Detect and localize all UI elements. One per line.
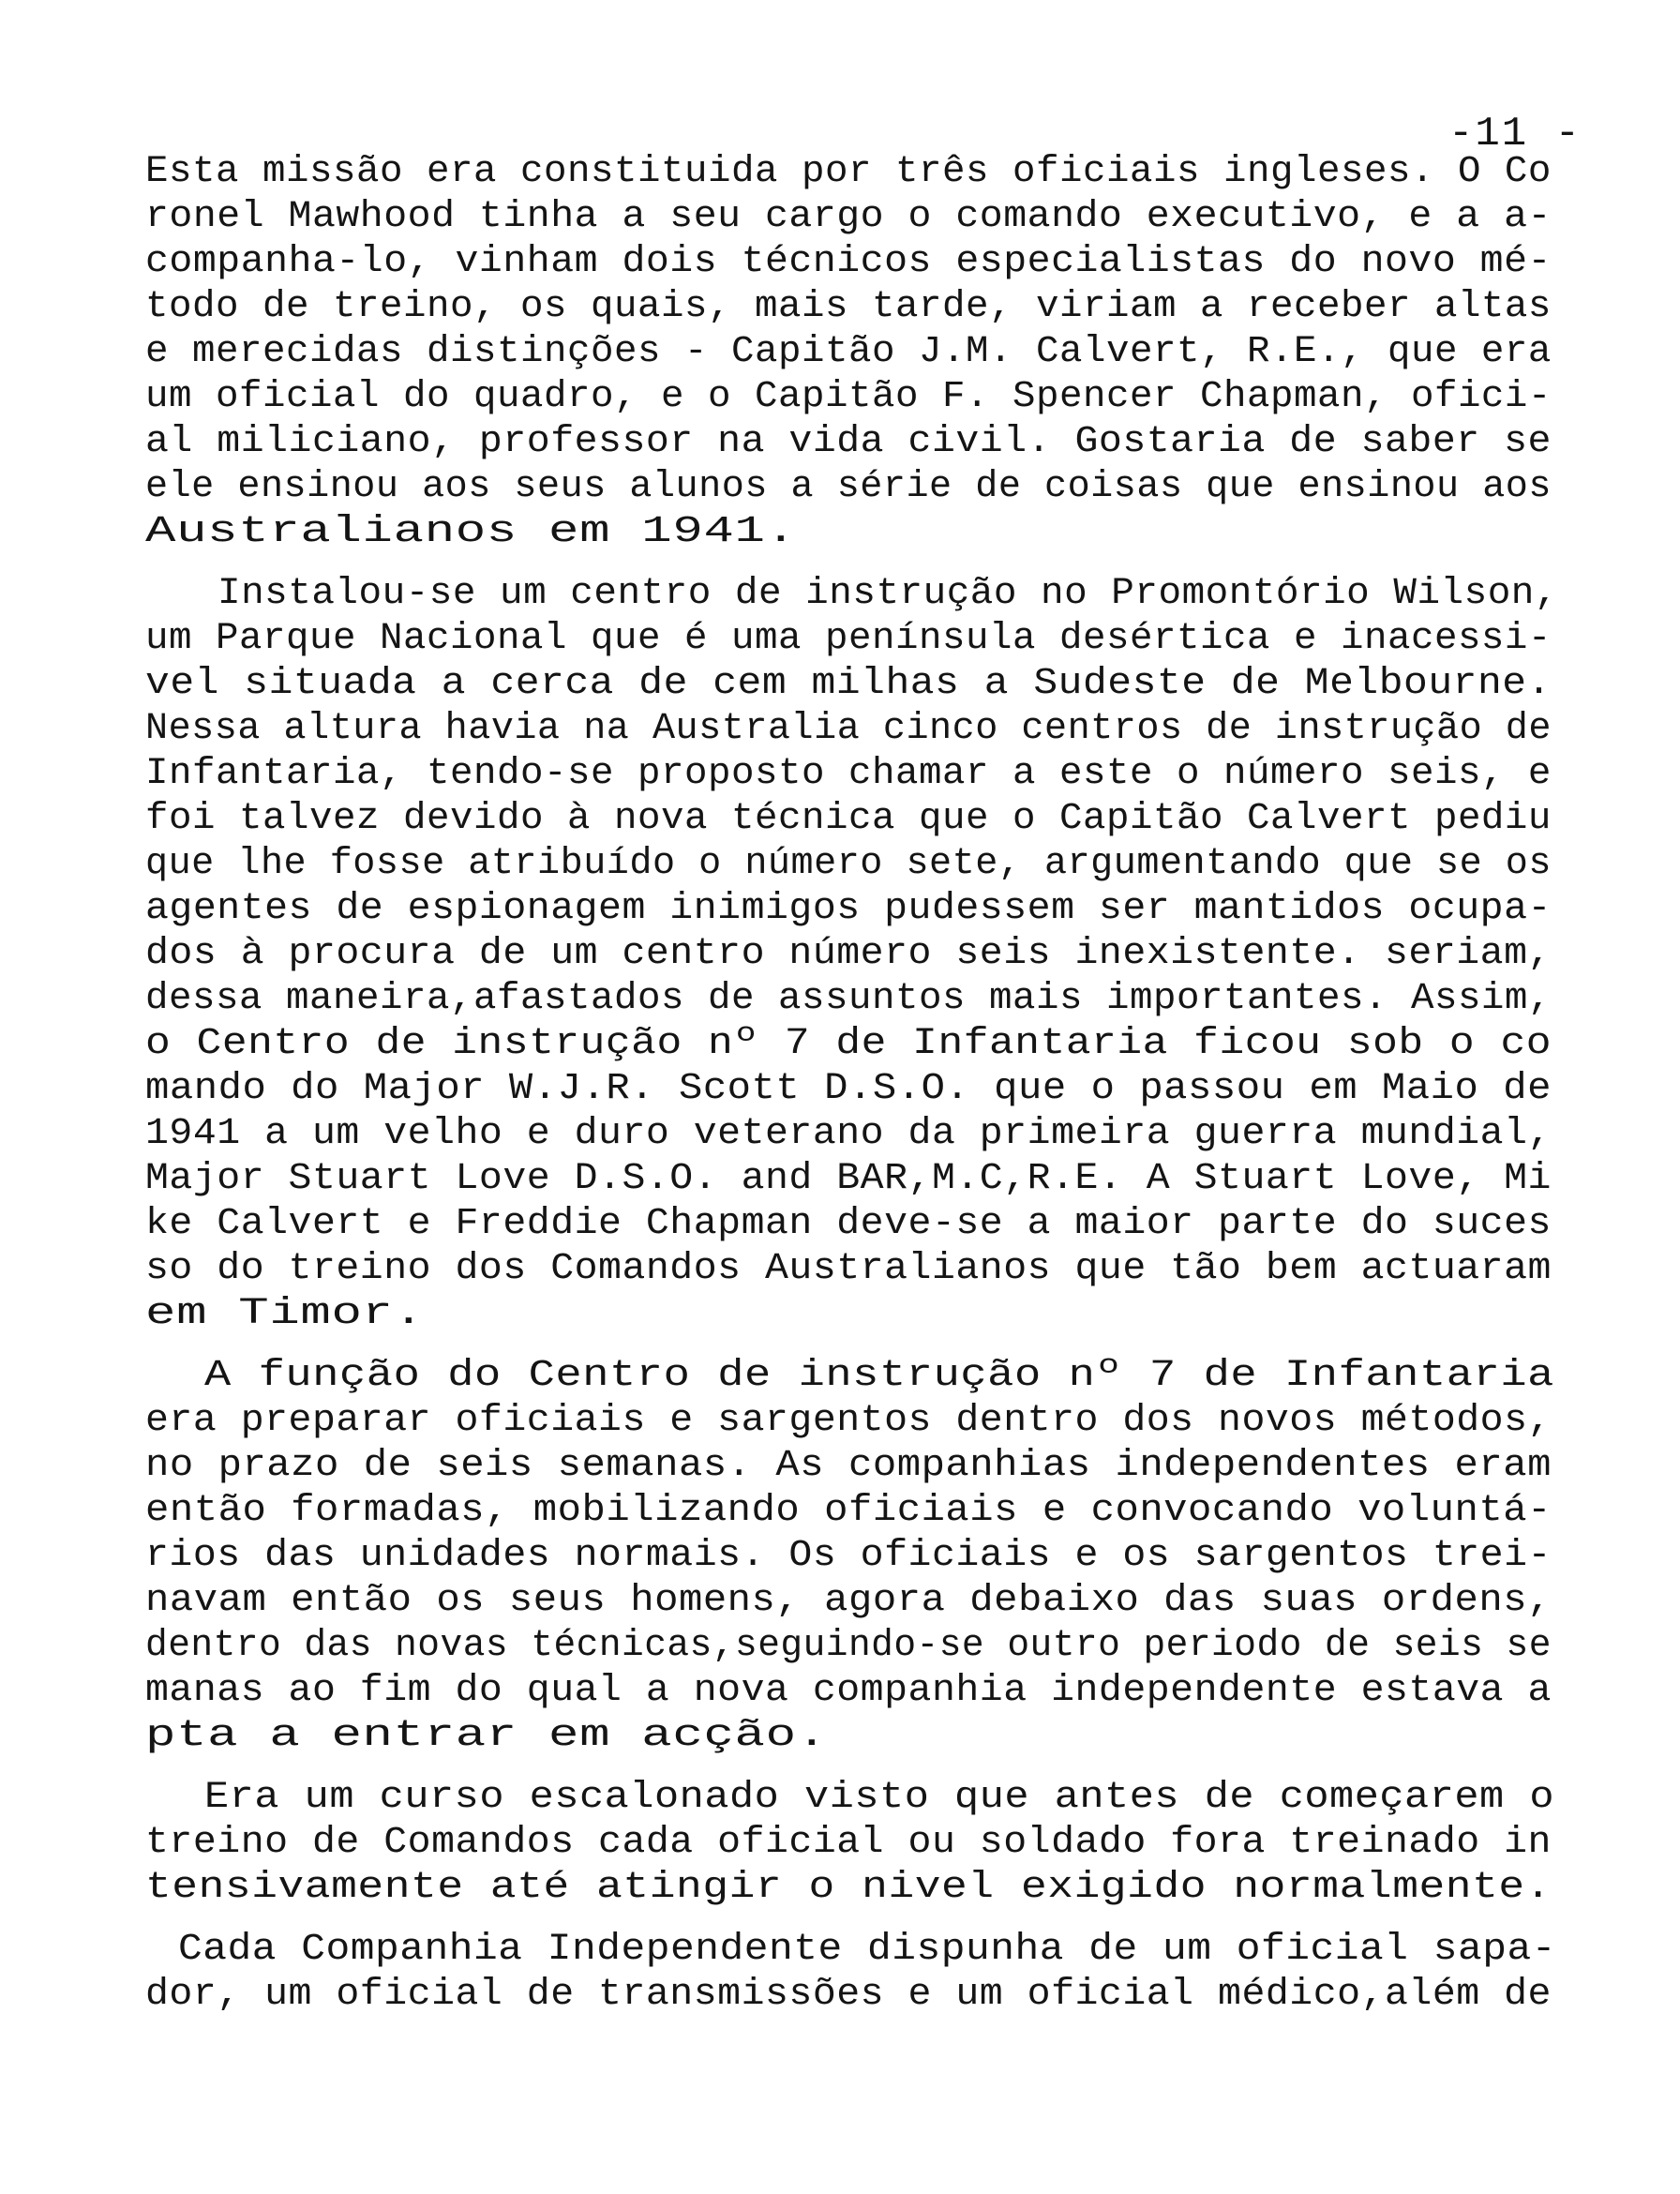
text-line: o Centro de instrução nº 7 de Infantaria ficou sob o co [145,1023,1552,1065]
text-line: mando do Major W.J.R. Scott D.S.O. que o passou em Maio de [145,1068,1552,1110]
text-line: que lhe fosse atribuído o número sete, argumentando que se os [145,843,1552,885]
text-line: Nessa altura havia na Australia cinco centros de instrução de [145,708,1552,750]
text-line: A função do Centro de instrução nº 7 de Infantaria [204,1355,1554,1397]
text-line: 1941 a um velho e duro veterano da primeira guerra mundial, [145,1113,1552,1155]
text-line: foi talvez devido à nova técnica que o Capitão Calvert pediu [145,798,1552,840]
text-line: todo de treino, os quais, mais tarde, viriam a receber altas [145,286,1552,328]
text-line: em Timor. [145,1293,425,1335]
text-line: navam então os seus homens, agora debaixo das suas ordens, [145,1580,1552,1622]
text-line: e merecidas distinções - Capitão J.M. Calvert, R.E., que era [145,331,1552,373]
text-line: ronel Mawhood tinha a seu cargo o comando executivo, e a a- [145,196,1552,238]
text-line: so do treino dos Comandos Australianos que tão bem actuaram [145,1248,1552,1290]
text-line: dos à procura de um centro número seis inexistente. seriam, [145,933,1552,975]
text-line: então formadas, mobilizando oficiais e convocando voluntá- [145,1490,1552,1532]
text-line: Cada Companhia Independente dispunha de um oficial sapa- [178,1929,1557,1971]
text-line: agentes de espionagem inimigos pudessem ser mantidos ocupa- [145,888,1552,930]
text-line: al miliciano, professor na vida civil. Gostaria de saber se [145,421,1552,463]
text-line: pta a entrar em acção. [145,1715,828,1757]
text-line: companha-lo, vinham dois técnicos especialistas do novo mé- [145,241,1552,283]
text-line: tensivamente até atingir o nivel exigido normalmente. [145,1867,1552,1909]
text-line: no prazo de seis semanas. As companhias independentes eram [145,1445,1552,1487]
text-line: rios das unidades normais. Os oficiais e os sargentos trei- [145,1535,1552,1577]
text-line: ele ensinou aos seus alunos a série de coisas que ensinou aos [145,466,1552,508]
text-line: ke Calvert e Freddie Chapman deve-se a maior parte do suces [145,1203,1552,1245]
text-line: dessa maneira,afastados de assuntos mais importantes. Assim, [145,978,1552,1020]
text-line: vel situada a cerca de cem milhas a Sudeste de Melbourne. [145,663,1552,705]
text-line: dentro das novas técnicas,seguindo-se outro periodo de seis se [145,1625,1552,1667]
text-line: era preparar oficiais e sargentos dentro dos novos métodos, [145,1400,1552,1442]
text-line: Era um curso escalonado visto que antes de começarem o [204,1777,1555,1819]
text-line: manas ao fim do qual a nova companhia independente estava a [145,1670,1552,1712]
text-line: Australianos em 1941. [145,511,797,553]
text-line: Esta missão era constituida por três oficiais ingleses. O Co [145,151,1552,193]
text-line: Major Stuart Love D.S.O. and BAR,M.C,R.E. A Stuart Love, Mi [145,1158,1552,1200]
text-line: Infantaria, tendo-se proposto chamar a este o número seis, e [145,753,1552,795]
text-line: Instalou-se um centro de instrução no Promontório Wilson, [218,573,1558,615]
text-line: um oficial do quadro, e o Capitão F. Spencer Chapman, ofici- [145,376,1552,418]
page-number: -11 - [1448,111,1582,158]
text-line: treino de Comandos cada oficial ou soldado fora treinado in [145,1822,1552,1864]
text-line: um Parque Nacional que é uma península desértica e inacessi- [145,618,1552,660]
text-line: dor, um oficial de transmissões e um oficial médico,além de [145,1974,1552,2016]
